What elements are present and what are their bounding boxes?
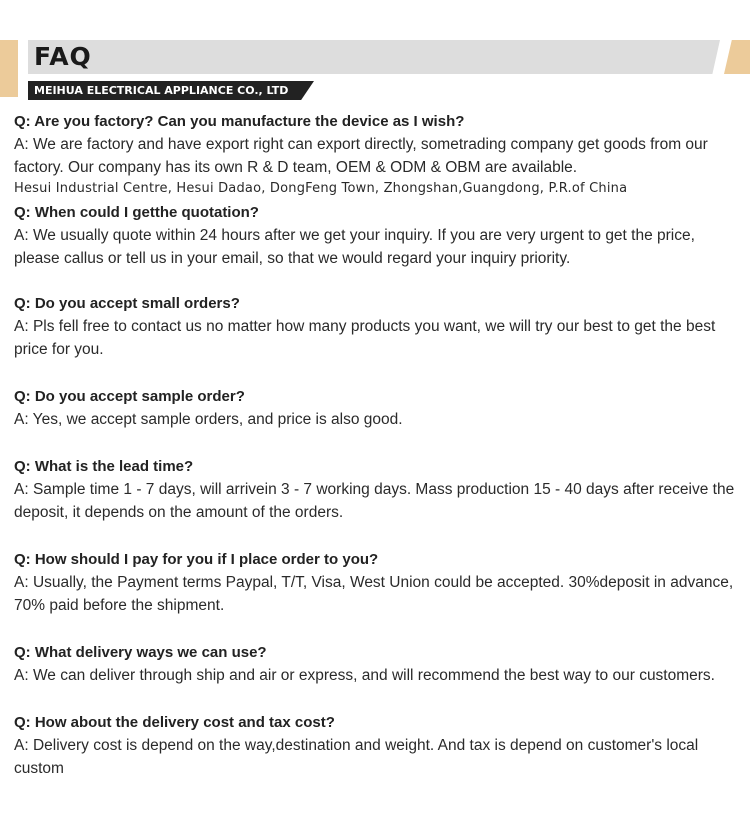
faq-answer: A: Delivery cost is depend on the way,destination and weight. And tax is depend on customer's local custom bbox=[14, 737, 699, 777]
faq-item bbox=[14, 641, 740, 687]
right-accent-bar bbox=[724, 40, 750, 74]
faq-item bbox=[14, 548, 740, 617]
title-banner bbox=[28, 40, 720, 74]
faq-question: Q: When could I getthe quotation? bbox=[14, 204, 259, 221]
faq-question: Q: What delivery ways we can use? bbox=[14, 644, 267, 661]
faq-question: Q: What is the lead time? bbox=[14, 458, 194, 475]
faq-answer: A: Usually, the Payment terms Paypal, T/T, Visa, West Union could be accepted. 30%deposit in advance, 70% paid before the shipment. bbox=[14, 574, 734, 614]
faq-answer: A: Pls fell free to contact us no matter how many products you want, we will try our best to get the best price for you. bbox=[14, 318, 716, 358]
faq-question: Q: How should I pay for you if I place order to you? bbox=[14, 551, 379, 568]
company-address: Hesui Industrial Centre, Hesui Dadao, DongFeng Town, Zhongshan,Guangdong, P.R.of China bbox=[14, 181, 628, 196]
faq-item bbox=[14, 385, 740, 431]
left-accent-bar bbox=[0, 40, 18, 97]
faq-answer: A: We usually quote within 24 hours after we get your inquiry. If you are very urgent to get the price, please callus or tell us in your email, so that we would regard your inquiry priority. bbox=[14, 227, 695, 267]
company-name: MEIHUA ELECTRICAL APPLIANCE CO., LTD bbox=[34, 84, 289, 97]
faq-answer: A: We are factory and have export right can export directly, sometrading company get goods from our factory. Our company has its own R & D team, OEM & ODM & OBM are available. bbox=[14, 136, 708, 176]
faq-item bbox=[14, 711, 740, 780]
faq-item bbox=[14, 110, 740, 199]
faq-question: Q: Are you factory? Can you manufacture the device as I wish? bbox=[14, 113, 465, 130]
faq-question: Q: Do you accept small orders? bbox=[14, 295, 240, 312]
faq-question: Q: Do you accept sample order? bbox=[14, 388, 245, 405]
faq-item bbox=[14, 201, 740, 270]
faq-item bbox=[14, 292, 740, 361]
faq-answer: A: We can deliver through ship and air or express, and will recommend the best way to our customers. bbox=[14, 667, 715, 684]
page-title: FAQ bbox=[34, 42, 92, 71]
faq-question: Q: How about the delivery cost and tax cost? bbox=[14, 714, 335, 731]
faq-list bbox=[14, 110, 740, 804]
faq-answer: A: Yes, we accept sample orders, and price is also good. bbox=[14, 411, 403, 428]
faq-item bbox=[14, 455, 740, 524]
faq-answer: A: Sample time 1 - 7 days, will arrivein 3 - 7 working days. Mass production 15 - 40 days after receive the deposit, it depends on the amount of the orders. bbox=[14, 481, 735, 521]
